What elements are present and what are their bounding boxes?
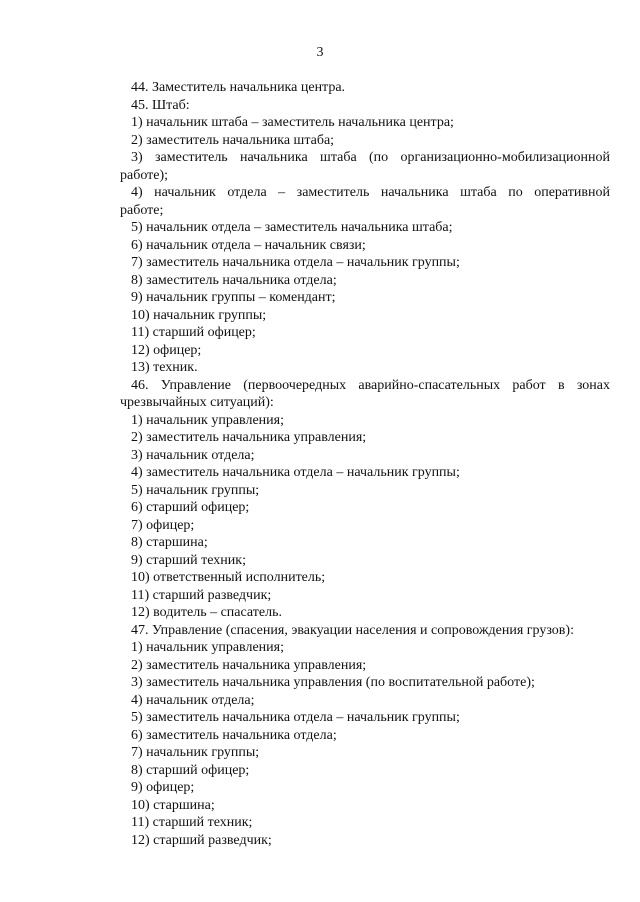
list-item: 3) начальник отдела; — [131, 447, 255, 463]
section-heading-continuation: чрезвычайных ситуаций): — [120, 395, 274, 410]
list-item: 4) заместитель начальника отдела – начальник группы; — [131, 465, 460, 480]
list-item: 6) начальник отдела – начальник связи; — [131, 237, 366, 253]
list-item-continuation: работе; — [120, 202, 164, 218]
list-item: 3) заместитель начальника штаба (по организационно-мобилизационной — [131, 150, 610, 165]
list-item: 4) начальник отдела – заместитель начальника штаба по оперативной — [131, 185, 610, 200]
section-heading-46: 46. Управление (первоочередных аварийно-спасательных работ в зонах — [131, 377, 610, 393]
document-body — [120, 79, 610, 849]
list-item: 3) заместитель начальника управления (по воспитательной работе); — [131, 675, 535, 690]
list-item: 11) старший разведчик; — [131, 587, 272, 603]
list-item: 11) старший офицер; — [131, 325, 256, 340]
section-heading-45: 45. Штаб: — [131, 97, 190, 113]
list-item: 8) старшина; — [131, 535, 208, 550]
list-item: 1) начальник штаба – заместитель начальника центра; — [131, 115, 454, 130]
list-item: 12) офицер; — [131, 342, 202, 358]
section-heading-47: 47. Управление (спасения, эвакуации населения и сопровождения грузов): — [131, 622, 574, 638]
section-heading-44: 44. Заместитель начальника центра. — [131, 80, 346, 95]
list-item: 5) заместитель начальника отдела – начальник группы; — [131, 710, 460, 725]
list-item: 2) заместитель начальника штаба; — [131, 132, 335, 148]
list-item: 7) заместитель начальника отдела – начальник группы; — [131, 255, 460, 270]
list-item: 8) старший офицер; — [131, 762, 250, 778]
list-item: 2) заместитель начальника управления; — [131, 657, 367, 673]
list-item-continuation: работе); — [120, 167, 169, 183]
list-item: 12) старший разведчик; — [131, 832, 272, 848]
list-item: 10) ответственный исполнитель; — [131, 570, 326, 585]
list-item: 10) старшина; — [131, 797, 215, 813]
list-item: 13) техник. — [131, 360, 198, 375]
list-item: 6) старший офицер; — [131, 500, 250, 515]
list-item: 1) начальник управления; — [131, 412, 284, 428]
list-item: 1) начальник управления; — [131, 640, 284, 655]
list-item: 8) заместитель начальника отдела; — [131, 272, 337, 288]
list-item: 9) старший техник; — [131, 552, 246, 568]
list-item: 4) начальник отдела; — [131, 692, 255, 708]
list-item: 7) офицер; — [131, 517, 195, 533]
list-item: 6) заместитель начальника отдела; — [131, 727, 337, 743]
list-item: 11) старший техник; — [131, 815, 253, 830]
page-number: 3 — [316, 45, 324, 60]
list-item: 5) начальник группы; — [131, 482, 260, 498]
list-item: 10) начальник группы; — [131, 307, 267, 323]
list-item: 5) начальник отдела – заместитель начальника штаба; — [131, 220, 453, 235]
list-item: 9) начальник группы – комендант; — [131, 290, 336, 305]
list-item: 7) начальник группы; — [131, 745, 260, 760]
list-item: 12) водитель – спасатель. — [131, 605, 282, 620]
list-item: 2) заместитель начальника управления; — [131, 430, 367, 445]
list-item: 9) офицер; — [131, 780, 195, 795]
